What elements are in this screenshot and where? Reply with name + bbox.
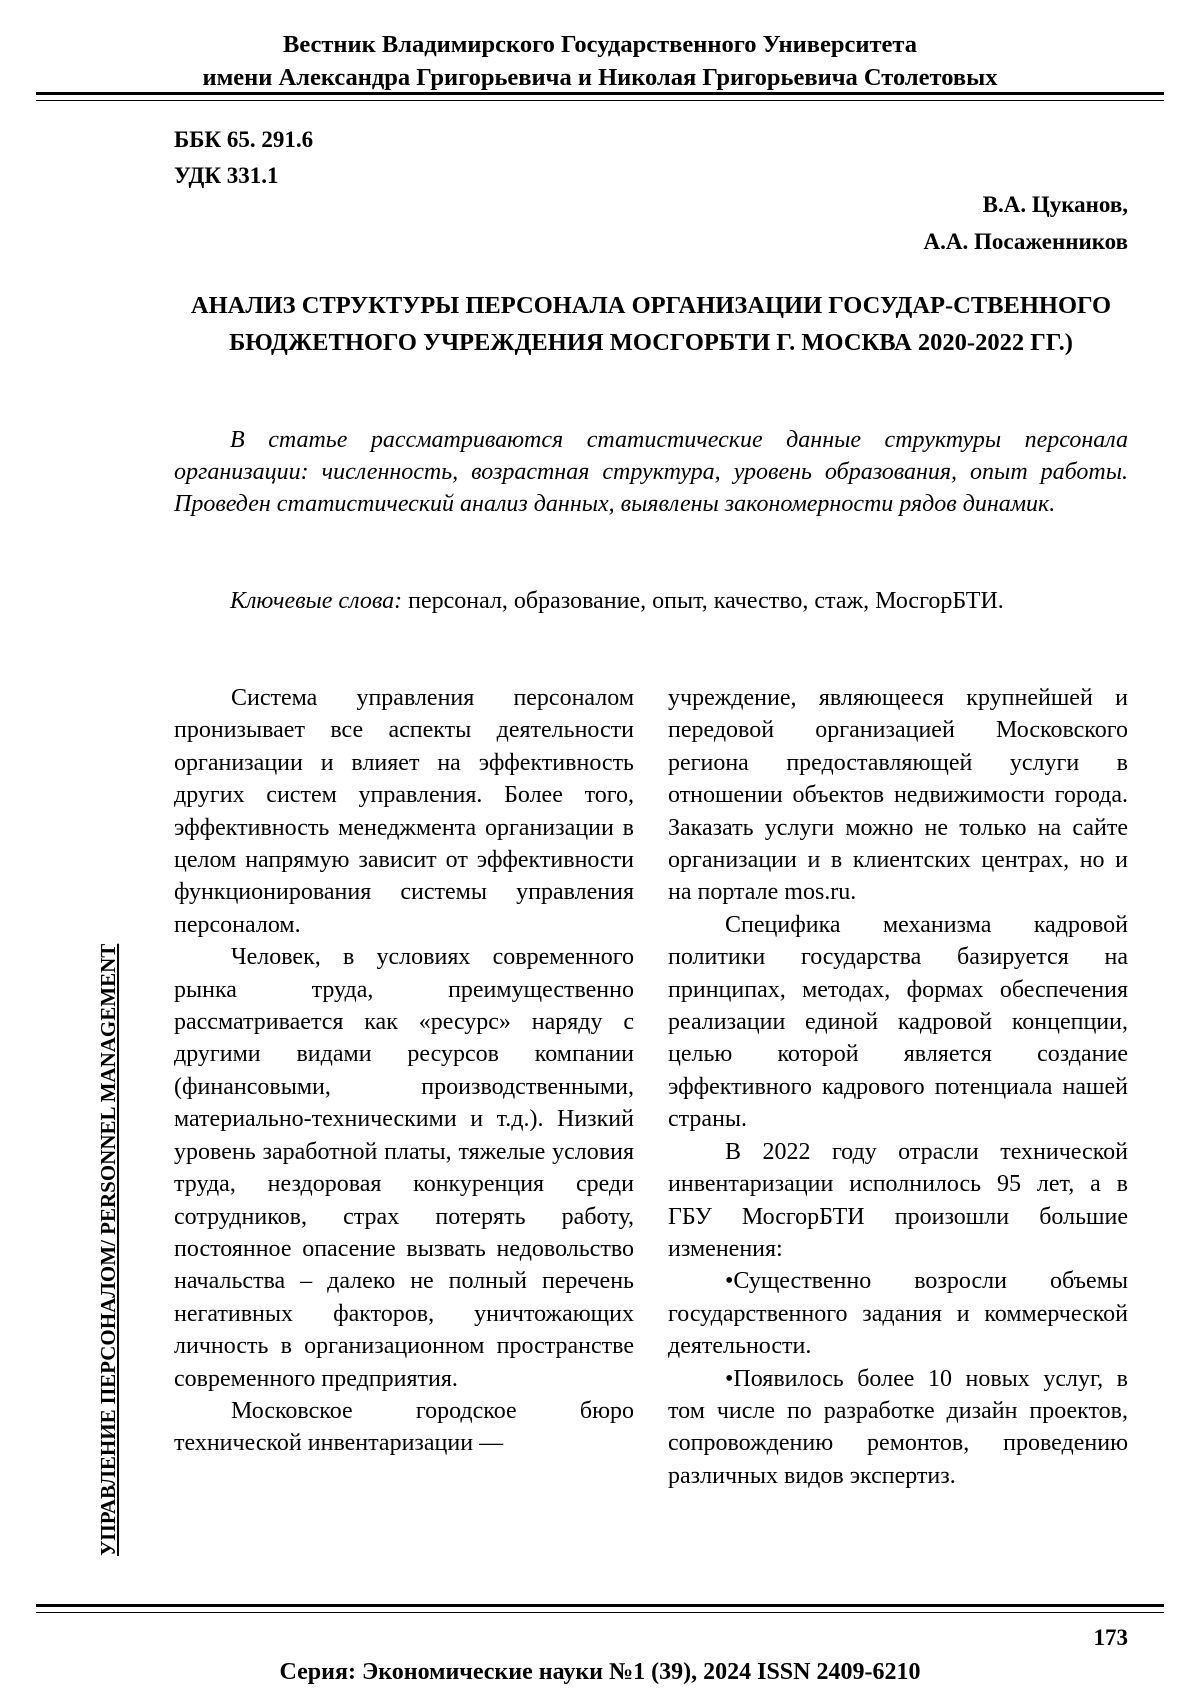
bullet-item: •Появилось более 10 новых услуг, в том числе по разработке дизайн проектов, сопровождению ремонтов, проведению различных видов экспертиз. bbox=[668, 1365, 1128, 1489]
author-2: А.А. Посаженников bbox=[923, 229, 1128, 254]
udk-code: УДК 331.1 bbox=[174, 163, 279, 188]
bullet-item: •Существенно возросли объемы государственного задания и коммерческой деятельности. bbox=[668, 1268, 1128, 1360]
journal-header bbox=[36, 28, 1164, 94]
paragraph: В 2022 году отрасли технической инвентаризации исполнилось 95 лет, а в ГБУ МосгорБТИ произошли большие изменения: bbox=[668, 1138, 1128, 1262]
bbk-code: ББК 65. 291.6 bbox=[174, 127, 314, 152]
body-column-right bbox=[668, 682, 1128, 1492]
keywords-text: персонал, образование, опыт, качество, стаж, МосгорБТИ. bbox=[402, 588, 1004, 614]
paragraph: учреждение, являющееся крупнейшей и передовой организацией Московского региона предоставляющей услуги в отношении объектов недвижимости города. Заказать услуги можно не только на сайте организации и в клиентских центрах, но и на портале mos.ru. bbox=[668, 685, 1128, 906]
journal-name-line1: Вестник Владимирского Государственного Университета bbox=[283, 31, 917, 58]
keywords bbox=[174, 585, 1128, 617]
header-rule-thin bbox=[36, 100, 1164, 101]
footer-rule-thin bbox=[36, 1612, 1164, 1613]
page-number: 173 bbox=[1093, 1625, 1128, 1650]
section-side-label: УПРАВЛЕНИЕ ПЕРСОНАЛОМ/ PERSONNEL MANAGEMENT bbox=[96, 943, 120, 1556]
authors bbox=[924, 186, 1128, 260]
footer-rule-thick bbox=[36, 1604, 1164, 1607]
journal-name-line2: имени Александра Григорьевича и Николая Григорьевича Столетовых bbox=[202, 64, 998, 91]
header-rule-thick bbox=[36, 92, 1164, 95]
paragraph: Московское городское бюро технической инвентаризации — bbox=[174, 1397, 634, 1457]
author-1: В.А. Цуканов, bbox=[982, 192, 1128, 217]
series-footer: Серия: Экономические науки №1 (39), 2024 ISSN 2409-6210 bbox=[279, 1659, 921, 1685]
classification-codes bbox=[174, 122, 313, 194]
paragraph: Специфика механизма кадровой политики государства базируется на принципах, методах, формах обеспечения реализации единой кадровой концепции, целью которой является создание эффективного кадрового потенциала нашей страны. bbox=[668, 911, 1128, 1133]
body-column-left bbox=[174, 682, 634, 1460]
keywords-label: Ключевые слова: bbox=[230, 588, 403, 614]
abstract: В статье рассматриваются статистические данные структуры персонала организации: численность, возрастная структура, уровень образования, опыт работы. Проведен статистический анализ данных, выявлены закономерности рядов динамик. bbox=[174, 427, 1128, 517]
article-title: АНАЛИЗ СТРУКТУРЫ ПЕРСОНАЛА ОРГАНИЗАЦИИ ГОСУДАР-СТВЕННОГО БЮДЖЕТНОГО УЧРЕЖДЕНИЯ МОСГОРБТИ Г. МОСКВА 2020-2022 ГГ.) bbox=[190, 292, 1112, 356]
paragraph: Человек, в условиях современного рынка труда, преимущественно рассматривается как «ресурс» наряду с другими видами ресурсов компании (финансовыми, производственными, материально-техническими и т.д.). Низкий уровень заработной платы, тяжелые условия труда, нездоровая конкуренция среди сотрудников, страх потерять работу, постоянное опасение вызвать недовольство начальства – далеко не полный перечень негативных факторов, уничтожающих личность в организационном пространстве современного предприятия. bbox=[174, 944, 634, 1392]
paragraph: Система управления персоналом пронизывает все аспекты деятельности организации и влияет на эффективность других систем управления. Более того, эффективность менеджмента организации в целом напрямую зависит от эффективности функционирования системы управления персоналом. bbox=[174, 685, 634, 938]
